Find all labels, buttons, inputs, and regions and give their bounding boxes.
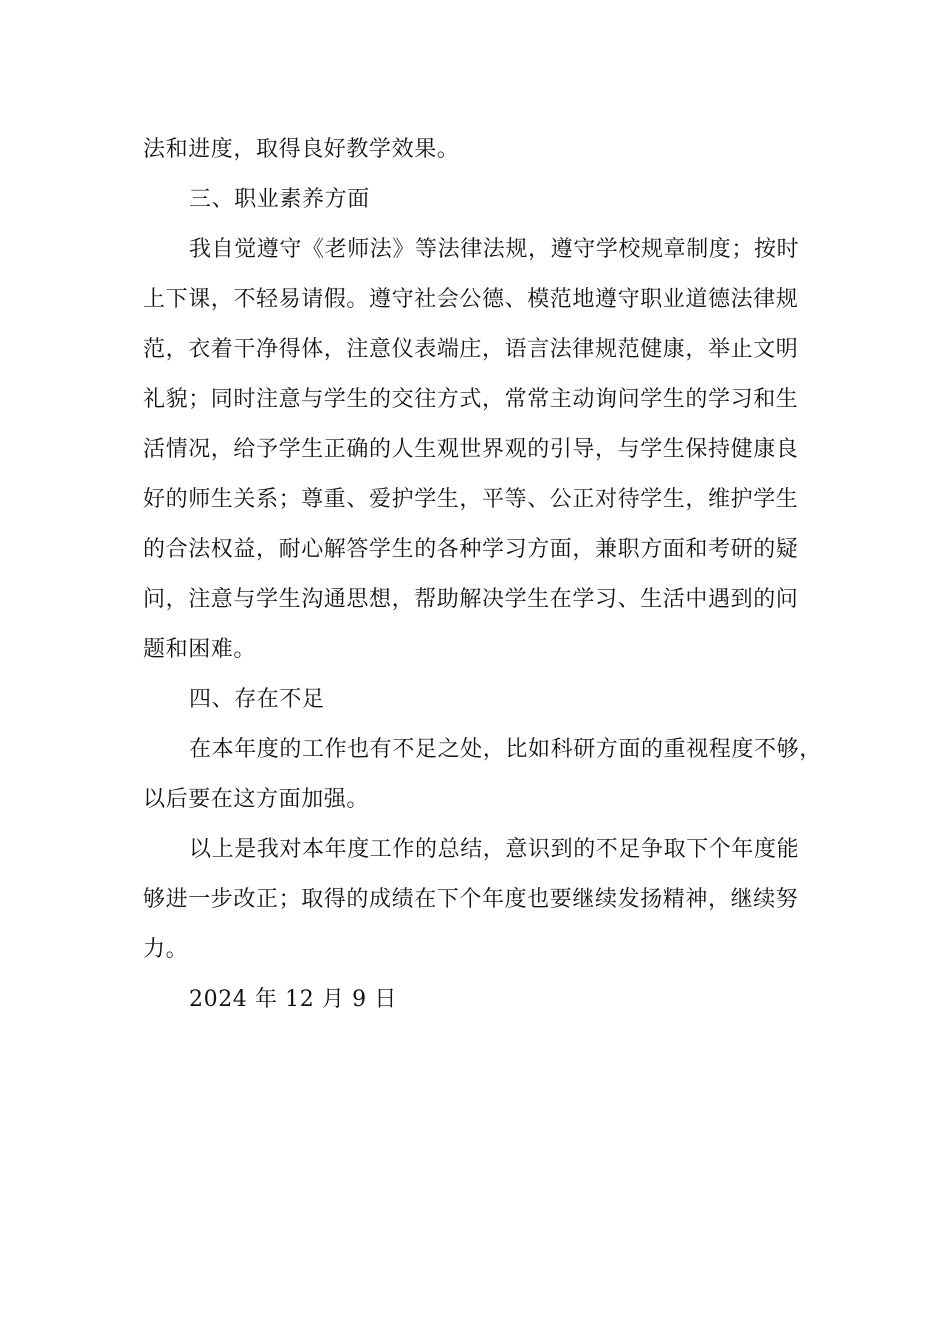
paragraph-line: 范，衣着干净得体，注意仪表端庄，语言法律规范健康，举止文明 [143, 337, 799, 362]
paragraph-line: 以后要在这方面加强。 [143, 787, 370, 812]
paragraph-line: 力。 [143, 937, 189, 962]
paragraph-line: 活情况，给予学生正确的人生观世界观的引导，与学生保持健康良 [143, 437, 799, 462]
paragraph-line: 在本年度的工作也有不足之处，比如科研方面的重视程度不够， [189, 737, 822, 762]
paragraph-line: 问，注意与学生沟通思想，帮助解决学生在学习、生活中遇到的问 [143, 587, 799, 612]
paragraph-line: 够进一步改正；取得的成绩在下个年度也要继续发扬精神，继续努 [143, 887, 799, 912]
paragraph-line: 上下课，不轻易请假。遵守社会公德、模范地遵守职业道德法律规 [143, 287, 799, 312]
paragraph-line: 礼貌；同时注意与学生的交往方式，常常主动询问学生的学习和生 [143, 387, 799, 412]
paragraph-line: 好的师生关系；尊重、爱护学生，平等、公正对待学生，维护学生 [143, 487, 799, 512]
paragraph-line: 法和进度，取得良好教学效果。 [143, 137, 460, 162]
section-heading-shortcomings: 四、存在不足 [189, 687, 325, 712]
paragraph-line: 以上是我对本年度工作的总结，意识到的不足争取下个年度能 [189, 837, 800, 862]
paragraph-line: 题和困难。 [143, 637, 257, 662]
document-date: 2024 年 12 月 9 日 [189, 987, 397, 1012]
section-heading-professional-quality: 三、职业素养方面 [189, 187, 370, 212]
paragraph-line: 的合法权益，耐心解答学生的各种学习方面，兼职方面和考研的疑 [143, 537, 799, 562]
paragraph-line: 我自觉遵守《老师法》等法律法规，遵守学校规章制度；按时 [189, 237, 800, 262]
